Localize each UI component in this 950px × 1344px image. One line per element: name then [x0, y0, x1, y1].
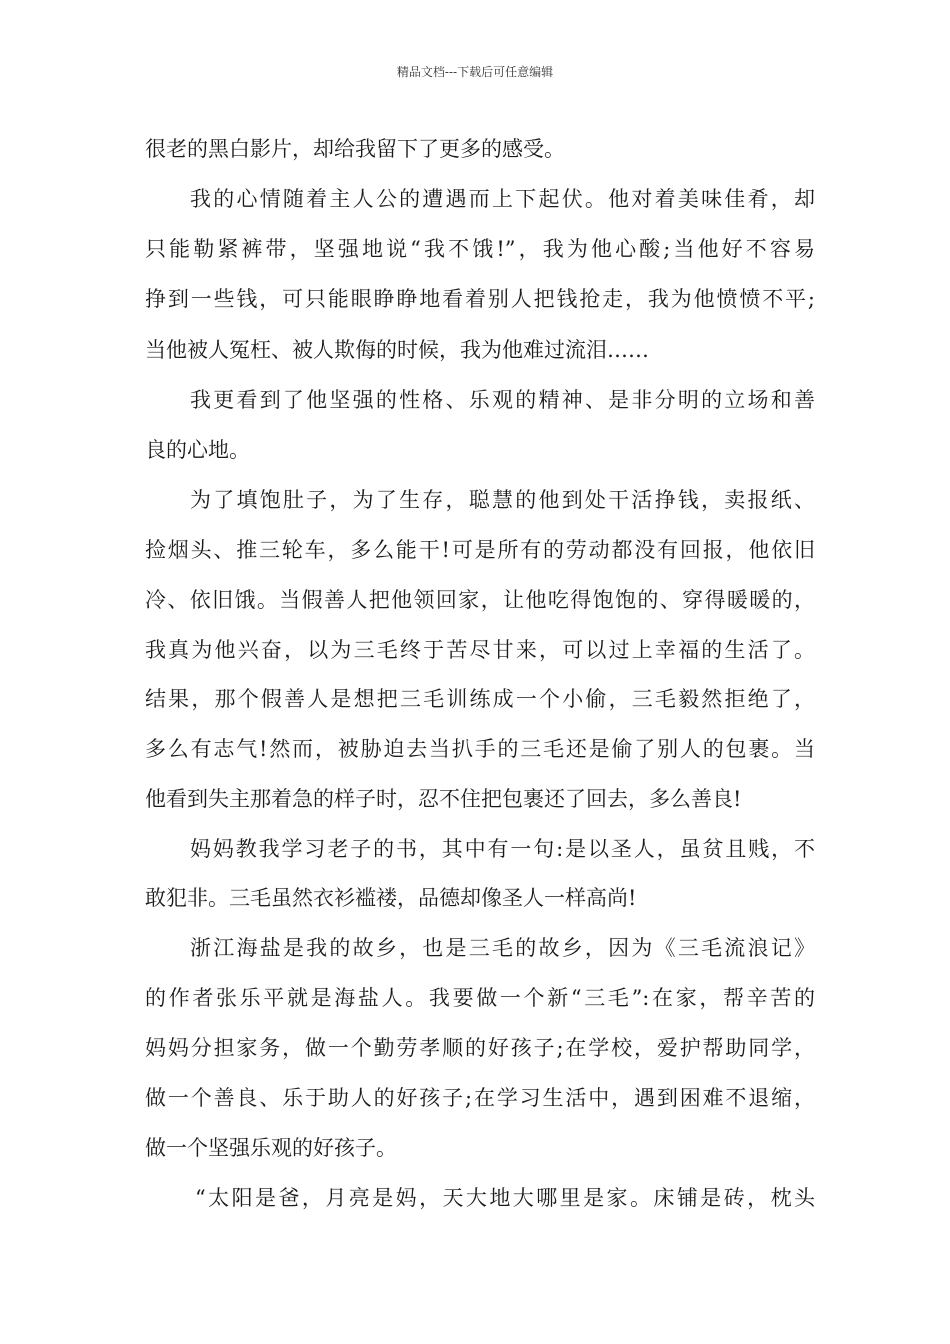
text-line-13: 多么有志气!然而，被胁迫去当扒手的三毛还是偷了别人的包裹。当: [145, 737, 815, 761]
text-line-1: 很老的黑白影片，却给我留下了更多的感受。: [145, 137, 565, 161]
text-line-19: 妈妈分担家务，做一个勤劳孝顺的好孩子;在学校，爱护帮助同学，: [145, 1036, 815, 1060]
text-line-5: 当他被人冤枉、被人欺侮的时候，我为他难过流泪……: [145, 338, 649, 362]
text-line-17: 浙江海盐是我的故乡，也是三毛的故乡，因为《三毛流浪记》: [190, 936, 815, 960]
text-line-3: 只能勒紧裤带，坚强地说“我不饿!”，我为他心酸;当他好不容易: [145, 237, 815, 261]
text-line-10: 冷、依旧饿。当假善人把他领回家，让他吃得饱饱的、穿得暖暖的，: [145, 588, 815, 612]
text-line-6: 我更看到了他坚强的性格、乐观的精神、是非分明的立场和善: [190, 388, 815, 412]
text-line-20: 做一个善良、乐于助人的好孩子;在学习生活中，遇到困难不退缩，: [145, 1086, 815, 1110]
text-line-11: 我真为他兴奋，以为三毛终于苦尽甘来，可以过上幸福的生活了。: [145, 638, 815, 662]
text-line-21: 做一个坚强乐观的好孩子。: [145, 1136, 397, 1160]
text-line-18: 的作者张乐平就是海盐人。我要做一个新“三毛”:在家，帮辛苦的: [145, 986, 815, 1010]
text-line-8: 为了填饱肚子，为了生存，聪慧的他到处干活挣钱，卖报纸、: [190, 488, 815, 512]
text-line-9: 捡烟头、推三轮车，多么能干!可是所有的劳动都没有回报，他依旧: [145, 538, 815, 562]
text-line-22: “太阳是爸，月亮是妈，天大地大哪里是家。床铺是砖，枕头: [195, 1186, 815, 1210]
text-line-4: 挣到一些钱，可只能眼睁睁地看着别人把钱抢走，我为他愤愤不平;: [145, 287, 815, 311]
text-line-14: 他看到失主那着急的样子时，忍不住把包裹还了回去，多么善良!: [145, 787, 742, 811]
text-line-12: 结果，那个假善人是想把三毛训练成一个小偷，三毛毅然拒绝了，: [145, 687, 815, 711]
page-header: 精品文档---下载后可任意编辑: [396, 65, 554, 79]
text-line-2: 我的心情随着主人公的遭遇而上下起伏。他对着美味佳肴，却: [190, 187, 815, 211]
text-line-15: 妈妈教我学习老子的书，其中有一句:是以圣人，虽贫且贱，不: [190, 837, 815, 861]
text-line-7: 良的心地。: [145, 438, 250, 462]
text-line-16: 敢犯非。三毛虽然衣衫褴褛，品德却像圣人一样高尚!: [145, 886, 637, 910]
